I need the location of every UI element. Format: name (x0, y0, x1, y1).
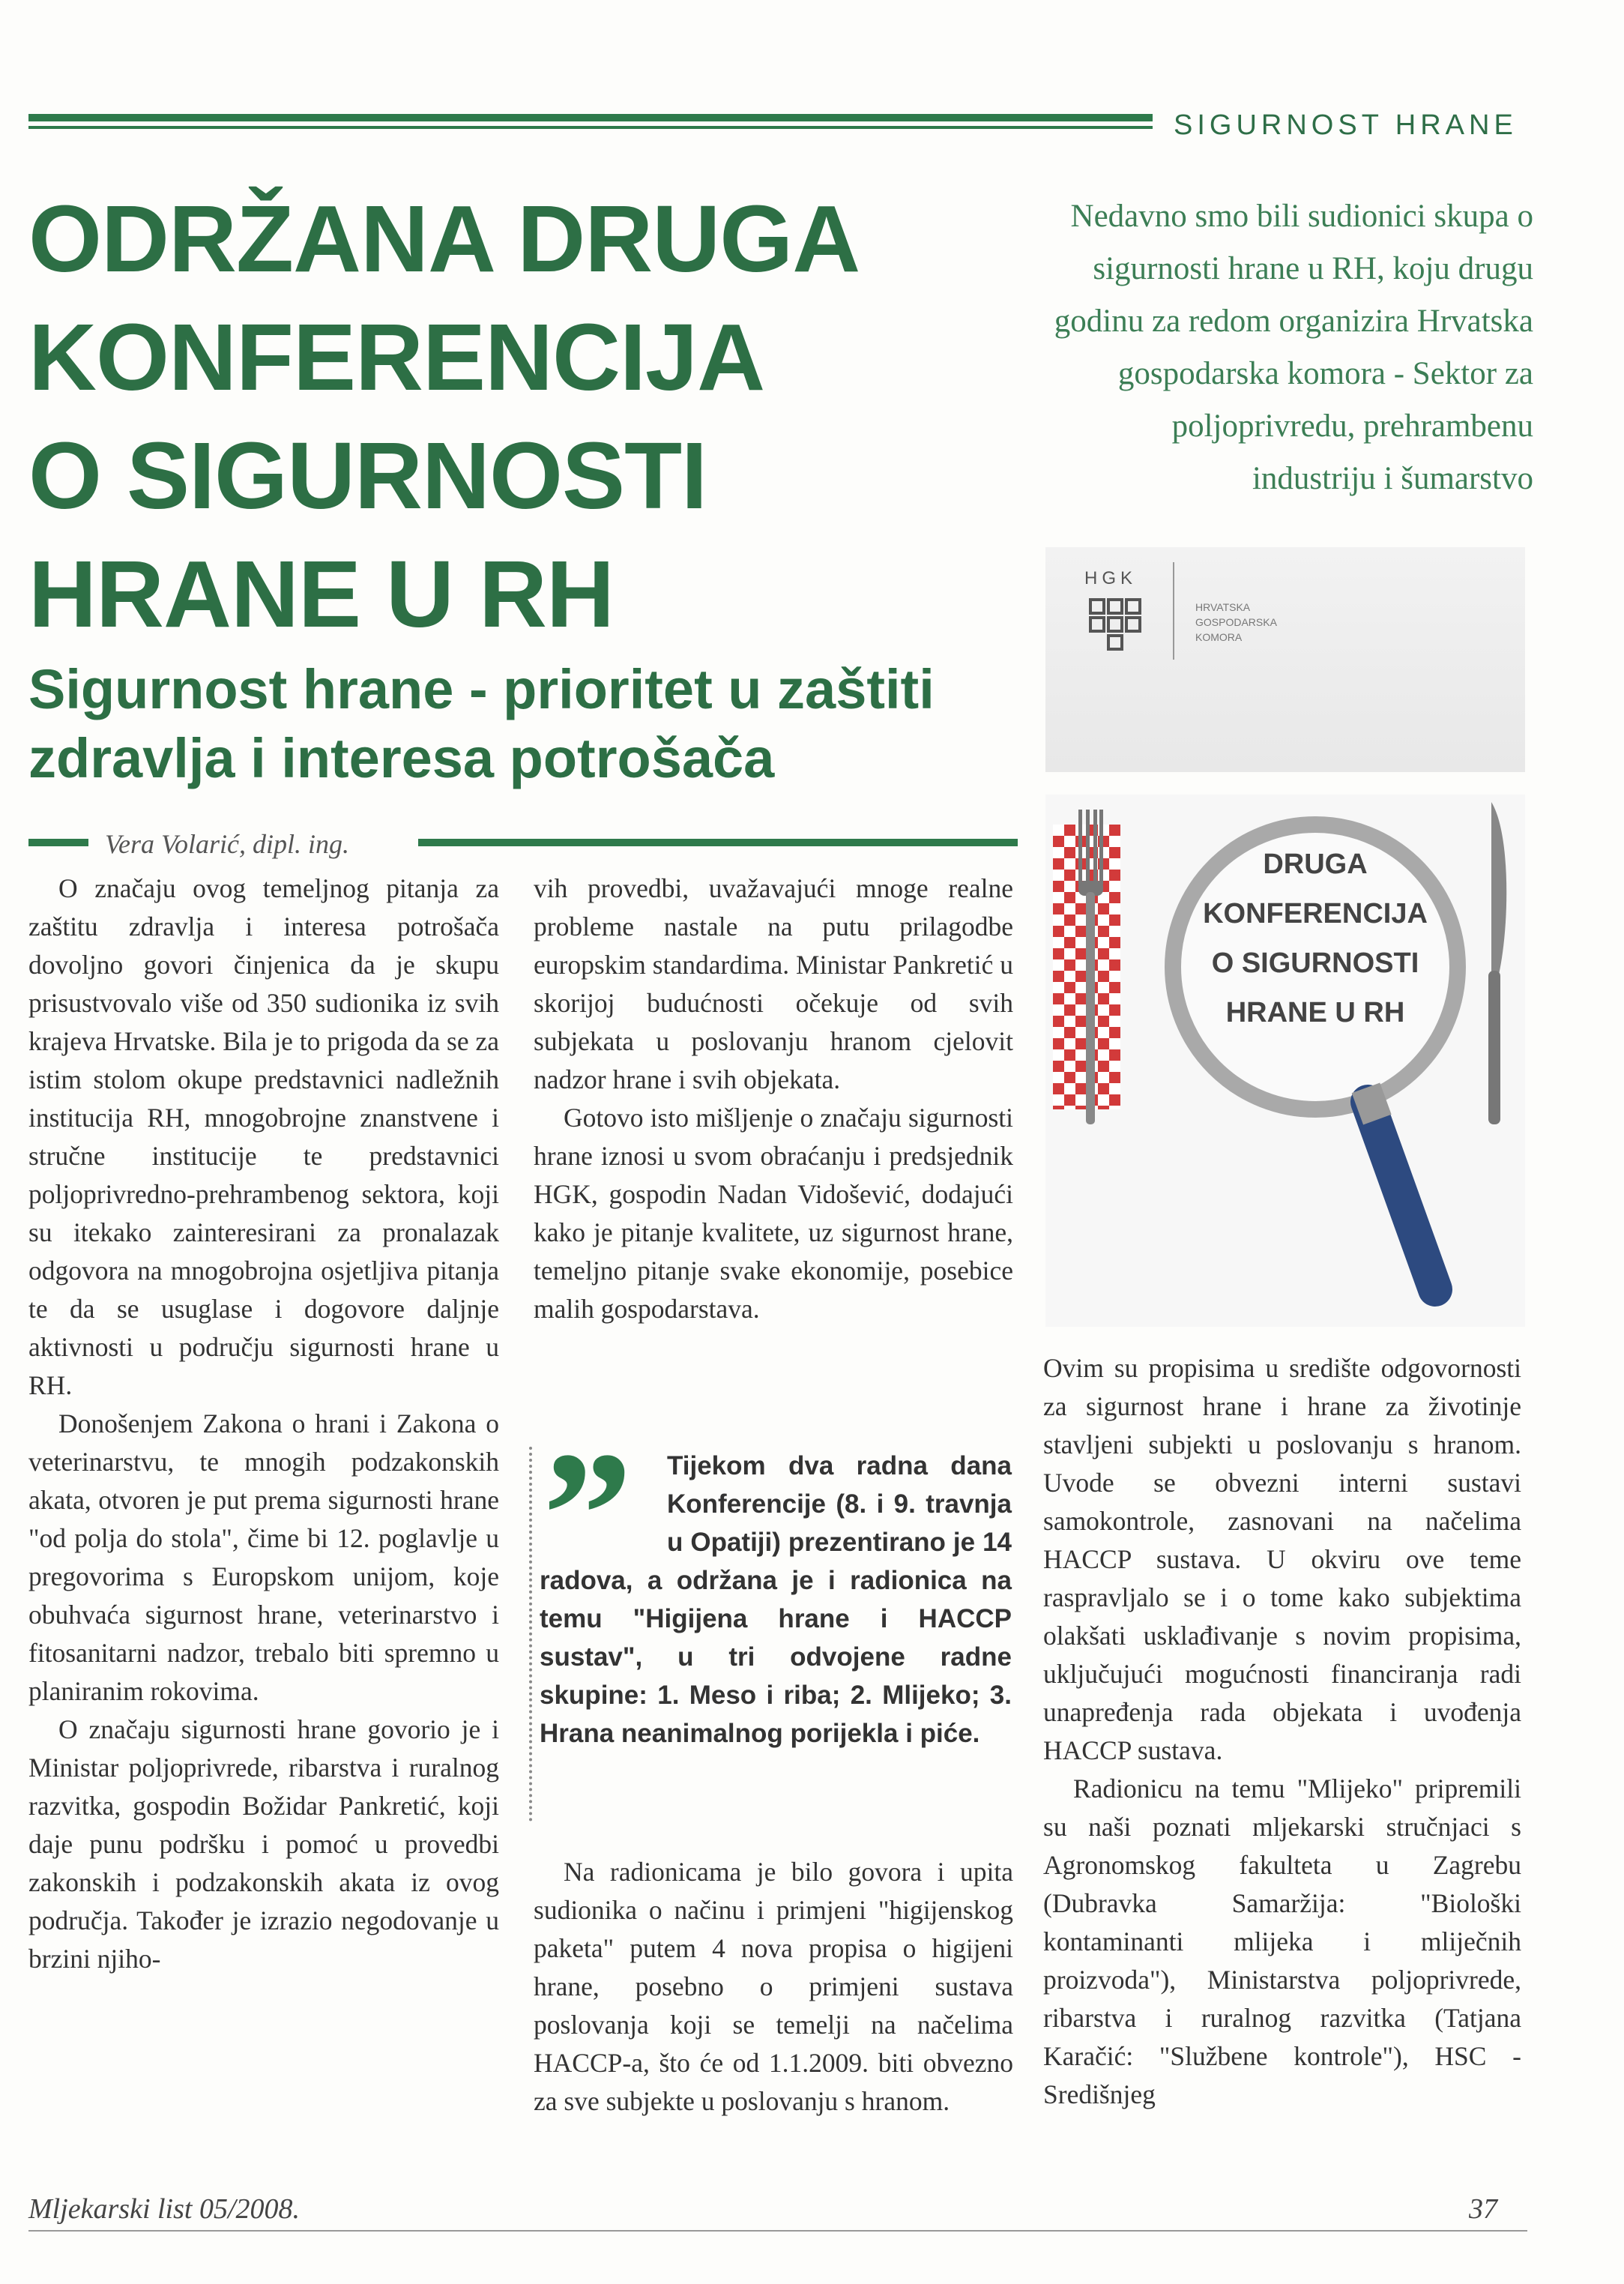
title-line: O SIGURNOSTI (28, 423, 707, 528)
intro-line: Nedavno smo bili sudionici skupa o (1070, 199, 1533, 234)
fork-icon (1075, 810, 1105, 1124)
paragraph: Ovim su propisima u središte odgovornosti za sigurnost hrane i hrane za životinje stavljeni subjekti u poslovanju s hranom. Uvode se obvezni interni sustavi samokontrole, zasnovani na načelima HACCP sustava. U okviru ove teme raspravljalo se i o tome kako subjektima olakšati usklađivanje s novim propisima, uključujući mogućnosti financiranja radi unapređenja rada objekata i uvođenja HACCP sustava. (1043, 1353, 1521, 1765)
header-rule (28, 114, 1153, 121)
poster-line: HRANE U RH (1225, 997, 1405, 1028)
author-rule-right (418, 839, 1018, 846)
pullquote-text: Tijekom dva radna dana Konferencije (8. i 9. travnja u Opatiji) prezentirano je 14 radova, a održana je i radionica na temu "Higijena hrane i HACCP sustav", u tri odvojene radne skupine: 1. Meso i riba; 2. Mlijeko; 3. Hrana neanimalnog porijekla i piće. (540, 1451, 1012, 1748)
author-line (28, 828, 1018, 858)
footer-rule (28, 2230, 1527, 2232)
author-rule-left (28, 839, 88, 846)
section-label: SIGURNOST HRANE (1174, 109, 1518, 141)
pullquote (540, 1447, 1012, 1753)
subtitle-line: zdravlja i interesa potrošača (28, 727, 775, 789)
column-2-bottom (534, 1853, 1013, 2121)
paragraph: O značaju ovog temeljnog pitanja za zaštitu zdravlja i interesa potrošača dovoljno govori činjenica da je skupu prisustvovalo više od 350 sudionika iz svih krajeva Hrvatske. Bila je to prigoda da se za istim stolom okupe predstavnici nadležnih institucija RH, mnogobrojne znanstvene i stručne institucije te predstavnici poljoprivredno-prehrambenog sektora, koji su itekako zainteresirani za pronalazak odgovora na mnogobrojna osjetljiva pitanja te da se usuglase i dogovore daljnje aktivnosti u području sigurnosti hrane u RH. (28, 873, 499, 1400)
intro-line: godinu za redom organizira Hrvatska (1054, 304, 1533, 339)
title-line: ODRŽANA DRUGA (28, 186, 860, 292)
poster-text (1180, 840, 1450, 1037)
hgk-logo-image (1045, 547, 1525, 772)
intro-line: sigurnosti hrane u RH, koju drugu (1093, 251, 1533, 286)
intro-line: poljoprivredu, prehrambenu (1171, 409, 1533, 444)
hgk-name-line: KOMORA (1195, 631, 1243, 643)
poster-line: O SIGURNOSTI (1211, 947, 1419, 979)
quote-mark-icon: ” (543, 1414, 633, 1614)
column-3 (1043, 1349, 1521, 2114)
paragraph: Donošenjem Zakona o hrani i Zakona o veterinarstvu, te mnogih podzakonskih akata, otvoren je put prema sigurnosti hrane "od polja do stola", čime bi 12. poglavlje u pregovorima s Europskom unijom, koje obuhvaća sigurnost hrane, veterinarstvo i fitosanitarni nadzor, trebalo biti spremno u planiranim rokovima. (28, 1408, 499, 1706)
column-2 (534, 870, 1013, 1328)
hgk-letters: HGK (1084, 568, 1138, 588)
conference-poster-image (1045, 795, 1525, 1327)
hgk-divider (1173, 562, 1174, 660)
paragraph: Na radionicama je bilo govora i upita sudionika o načinu i primjeni "higijenskog paketa" putem 4 nova propisa o higijeni hrane, posebno o primjeni sustava poslovanja koji se temelji na načelima HACCP-a, što će od 1.1.2009. biti obvezno za sve subjekte u poslovanju s hranom. (534, 1857, 1013, 2116)
paragraph: Gotovo isto mišljenje o značaju sigurnosti hrane iznosi u svom obraćanju i predsjednik HGK, gospodin Nadan Vidošević, dodajući kako je pitanje kvalitete, uz sigurnost hrane, temeljno pitanje svake ekonomije, posebice malih gospodarstava. (534, 1103, 1013, 1324)
page-number: 37 (1469, 2193, 1497, 2225)
article-subtitle (28, 655, 1018, 793)
intro-line: gospodarska komora - Sektor za (1117, 356, 1533, 391)
footer-publication: Mljekarski list 05/2008. (28, 2193, 301, 2225)
paragraph: O značaju sigurnosti hrane govorio je i Ministar poljoprivrede, ribarstva i ruralnog razvitka, gospodin Božidar Pankretić, koji daje punu podršku i pomoć u provedbi zakonskih i podzakonskih akata iz ovog područja. Također je izrazio negodovanje u brzini njiho- (28, 1714, 499, 1974)
paragraph: vih provedbi, uvažavajući mnoge realne probleme nastale na putu prilagodbe europskim standardima. Ministar Pankretić u skorijoj budućnosti očekuje od svih subjekata u poslovanju hranom cjelovit nadzor hrane i svih objekata. (534, 873, 1013, 1094)
article-title (28, 180, 928, 654)
hgk-name-line: GOSPODARSKA (1195, 616, 1277, 628)
hgk-name (1195, 600, 1277, 645)
author: Vera Volarić, dipl. ing. (96, 828, 358, 860)
subtitle-line: Sigurnost hrane - prioritet u zaštiti (28, 658, 935, 720)
pullquote-dots (529, 1447, 535, 1822)
column-1 (28, 870, 499, 1978)
title-line: HRANE U RH (28, 541, 615, 647)
pullquote-spacer (540, 1447, 667, 1559)
poster-line: KONFERENCIJA (1203, 898, 1428, 929)
paragraph: Radionicu na temu "Mlijeko" pripremili su naši poznati mljekarski stručnjaci s Agronomskog fakulteta u Zagrebu (Dubravka Samaržija: "Biološki kontaminanti mlijeka i mliječnih proizvoda"), Ministarstva poljoprivrede, ribarstva i ruralnog razvitka (Tatjana Karačić: "Službene kontrole"), HSC - Središnjeg (1043, 1774, 1521, 2109)
header-rule-thin (28, 126, 1153, 129)
poster-line: DRUGA (1263, 849, 1368, 880)
hgk-name-line: HRVATSKA (1195, 601, 1251, 613)
intro-line: industriju i šumarstvo (1252, 461, 1533, 496)
article-intro (922, 190, 1533, 505)
title-line: KONFERENCIJA (28, 304, 765, 410)
